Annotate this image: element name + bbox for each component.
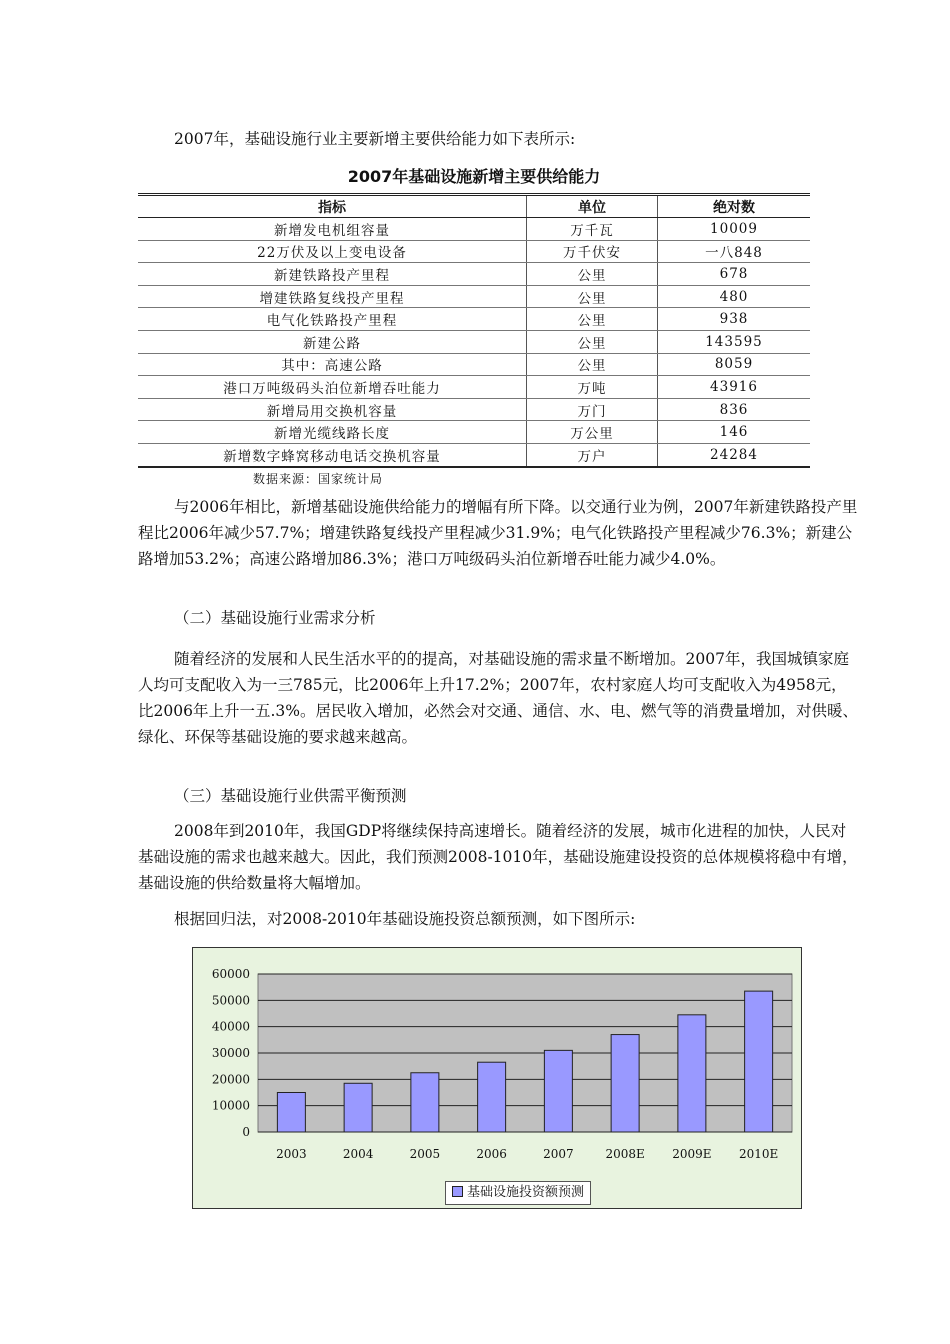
bar-2004 <box>344 1083 372 1132</box>
demand-paragraph: 随着经济的发展和人民生活水平的的提高，对基础设施的需求量不断增加。2007年，我国城镇家庭人均可支配收入为一三785元，比2006年上升17.2%；2007年，农村家庭人均可支配收入为4958元，比2006年上升一五.3%。居民收入增加，必然会对交通、通信、水、电、燃气等的消费量增加，对供暖、绿化、环保等基础设施的要求越来越高。 <box>138 650 858 746</box>
row-value: 678 <box>658 263 811 286</box>
table-header-row <box>138 195 810 218</box>
y-tick-label: 50000 <box>211 993 250 1008</box>
y-tick-label: 60000 <box>211 967 250 981</box>
row-unit: 万千伏安 <box>527 240 658 263</box>
y-tick-label: 10000 <box>211 1098 250 1113</box>
table-row <box>138 376 810 399</box>
bar-2006 <box>478 1062 506 1132</box>
bar-2010E <box>745 991 773 1132</box>
bar-2009E <box>678 1015 706 1132</box>
row-value: 一八848 <box>658 240 811 263</box>
section-heading-balance: （三）基础设施行业供需平衡预测 <box>174 787 407 805</box>
regression-paragraph: 根据回归法，对2008-2010年基础设施投资总额预测，如下图所示: <box>174 910 636 928</box>
column-header-indicator: 指标 <box>138 195 527 218</box>
column-header-value: 绝对数 <box>658 195 811 218</box>
row-indicator: 22万伏及以上变电设备 <box>138 240 527 263</box>
bar-2008E <box>611 1035 639 1132</box>
x-tick-label: 2005 <box>409 1147 441 1161</box>
row-unit: 公里 <box>527 330 658 353</box>
forecast-paragraph: 2008年到2010年，我国GDP将继续保持高速增长。随着经济的发展，城市化进程的加快，人民对基础设施的需求也越来越大。因此，我们预测2008-1010年，基础设施建设投资的总体规模将稳中有增，基础设施的供给数量将大幅增加。 <box>138 822 858 892</box>
row-unit: 万公里 <box>527 421 658 444</box>
table-row <box>138 421 810 444</box>
row-value: 24284 <box>658 443 811 466</box>
row-value: 143595 <box>658 330 811 353</box>
table-row <box>138 240 810 263</box>
y-tick-label: 0 <box>242 1125 250 1139</box>
legend-label: 基础设施投资额预测 <box>467 1185 585 1200</box>
x-tick-label: 2009E <box>672 1147 712 1161</box>
table-row <box>138 285 810 308</box>
table-source-note: 数据来源：国家统计局 <box>253 472 384 486</box>
row-indicator: 新增数字蜂窝移动电话交换机容量 <box>138 443 527 466</box>
row-indicator: 新增光缆线路长度 <box>138 421 527 444</box>
row-unit: 公里 <box>527 285 658 308</box>
row-indicator: 港口万吨级码头泊位新增吞吐能力 <box>138 376 527 399</box>
row-value: 43916 <box>658 376 811 399</box>
row-indicator: 新增发电机组容量 <box>138 218 527 241</box>
y-tick-label: 40000 <box>211 1019 250 1034</box>
chart-legend <box>445 1181 591 1205</box>
row-indicator: 新建铁路投产里程 <box>138 263 527 286</box>
row-value: 480 <box>658 285 811 308</box>
row-unit: 公里 <box>527 263 658 286</box>
table-row <box>138 263 810 286</box>
row-value: 836 <box>658 398 811 421</box>
table-row <box>138 330 810 353</box>
y-tick-label: 20000 <box>211 1072 250 1087</box>
y-tick-label: 30000 <box>211 1046 250 1060</box>
row-value: 146 <box>658 421 811 444</box>
row-unit: 万吨 <box>527 376 658 399</box>
bar-2003 <box>277 1093 305 1133</box>
row-indicator: 其中：高速公路 <box>138 353 527 376</box>
row-unit: 公里 <box>527 308 658 331</box>
x-tick-label: 2003 <box>276 1147 307 1161</box>
investment-forecast-chart <box>192 947 802 1209</box>
row-indicator: 新增局用交换机容量 <box>138 398 527 421</box>
table-title: 2007年基础设施新增主要供给能力 <box>347 167 601 186</box>
row-value: 10009 <box>658 218 811 241</box>
row-indicator: 电气化铁路投产里程 <box>138 308 527 331</box>
table-row <box>138 443 810 466</box>
table-row <box>138 218 810 241</box>
table-row <box>138 353 810 376</box>
intro-paragraph: 2007年，基础设施行业主要新增主要供给能力如下表所示: <box>174 130 576 148</box>
column-header-unit: 单位 <box>527 195 658 218</box>
chart-canvas <box>193 948 801 1208</box>
legend-swatch-icon <box>452 1186 463 1197</box>
table-row <box>138 308 810 331</box>
bar-2007 <box>544 1050 572 1132</box>
row-value: 938 <box>658 308 811 331</box>
row-unit: 公里 <box>527 353 658 376</box>
x-tick-label: 2004 <box>342 1147 374 1161</box>
bar-2005 <box>411 1073 439 1132</box>
comparison-paragraph: 与2006年相比，新增基础设施供给能力的增幅有所下降。以交通行业为例，2007年新建铁路投产里程比2006年减少57.7%；增建铁路复线投产里程减少31.9%；电气化铁路投产里程减少76.3%；新建公路增加53.2%；高速公路增加86.3%；港口万吨级码头泊位新增吞吐能力减少4.0%。 <box>138 498 858 568</box>
row-indicator: 增建铁路复线投产里程 <box>138 285 527 308</box>
row-indicator: 新建公路 <box>138 330 527 353</box>
supply-capacity-table <box>138 193 810 468</box>
table-row <box>138 398 810 421</box>
row-unit: 万千瓦 <box>527 218 658 241</box>
x-tick-label: 2007 <box>543 1147 574 1161</box>
row-unit: 万门 <box>527 398 658 421</box>
row-value: 8059 <box>658 353 811 376</box>
x-tick-label: 2010E <box>738 1147 779 1161</box>
x-tick-label: 2006 <box>476 1147 507 1161</box>
row-unit: 万户 <box>527 443 658 466</box>
section-heading-demand: （二）基础设施行业需求分析 <box>174 609 376 627</box>
x-tick-label: 2008E <box>605 1147 645 1161</box>
